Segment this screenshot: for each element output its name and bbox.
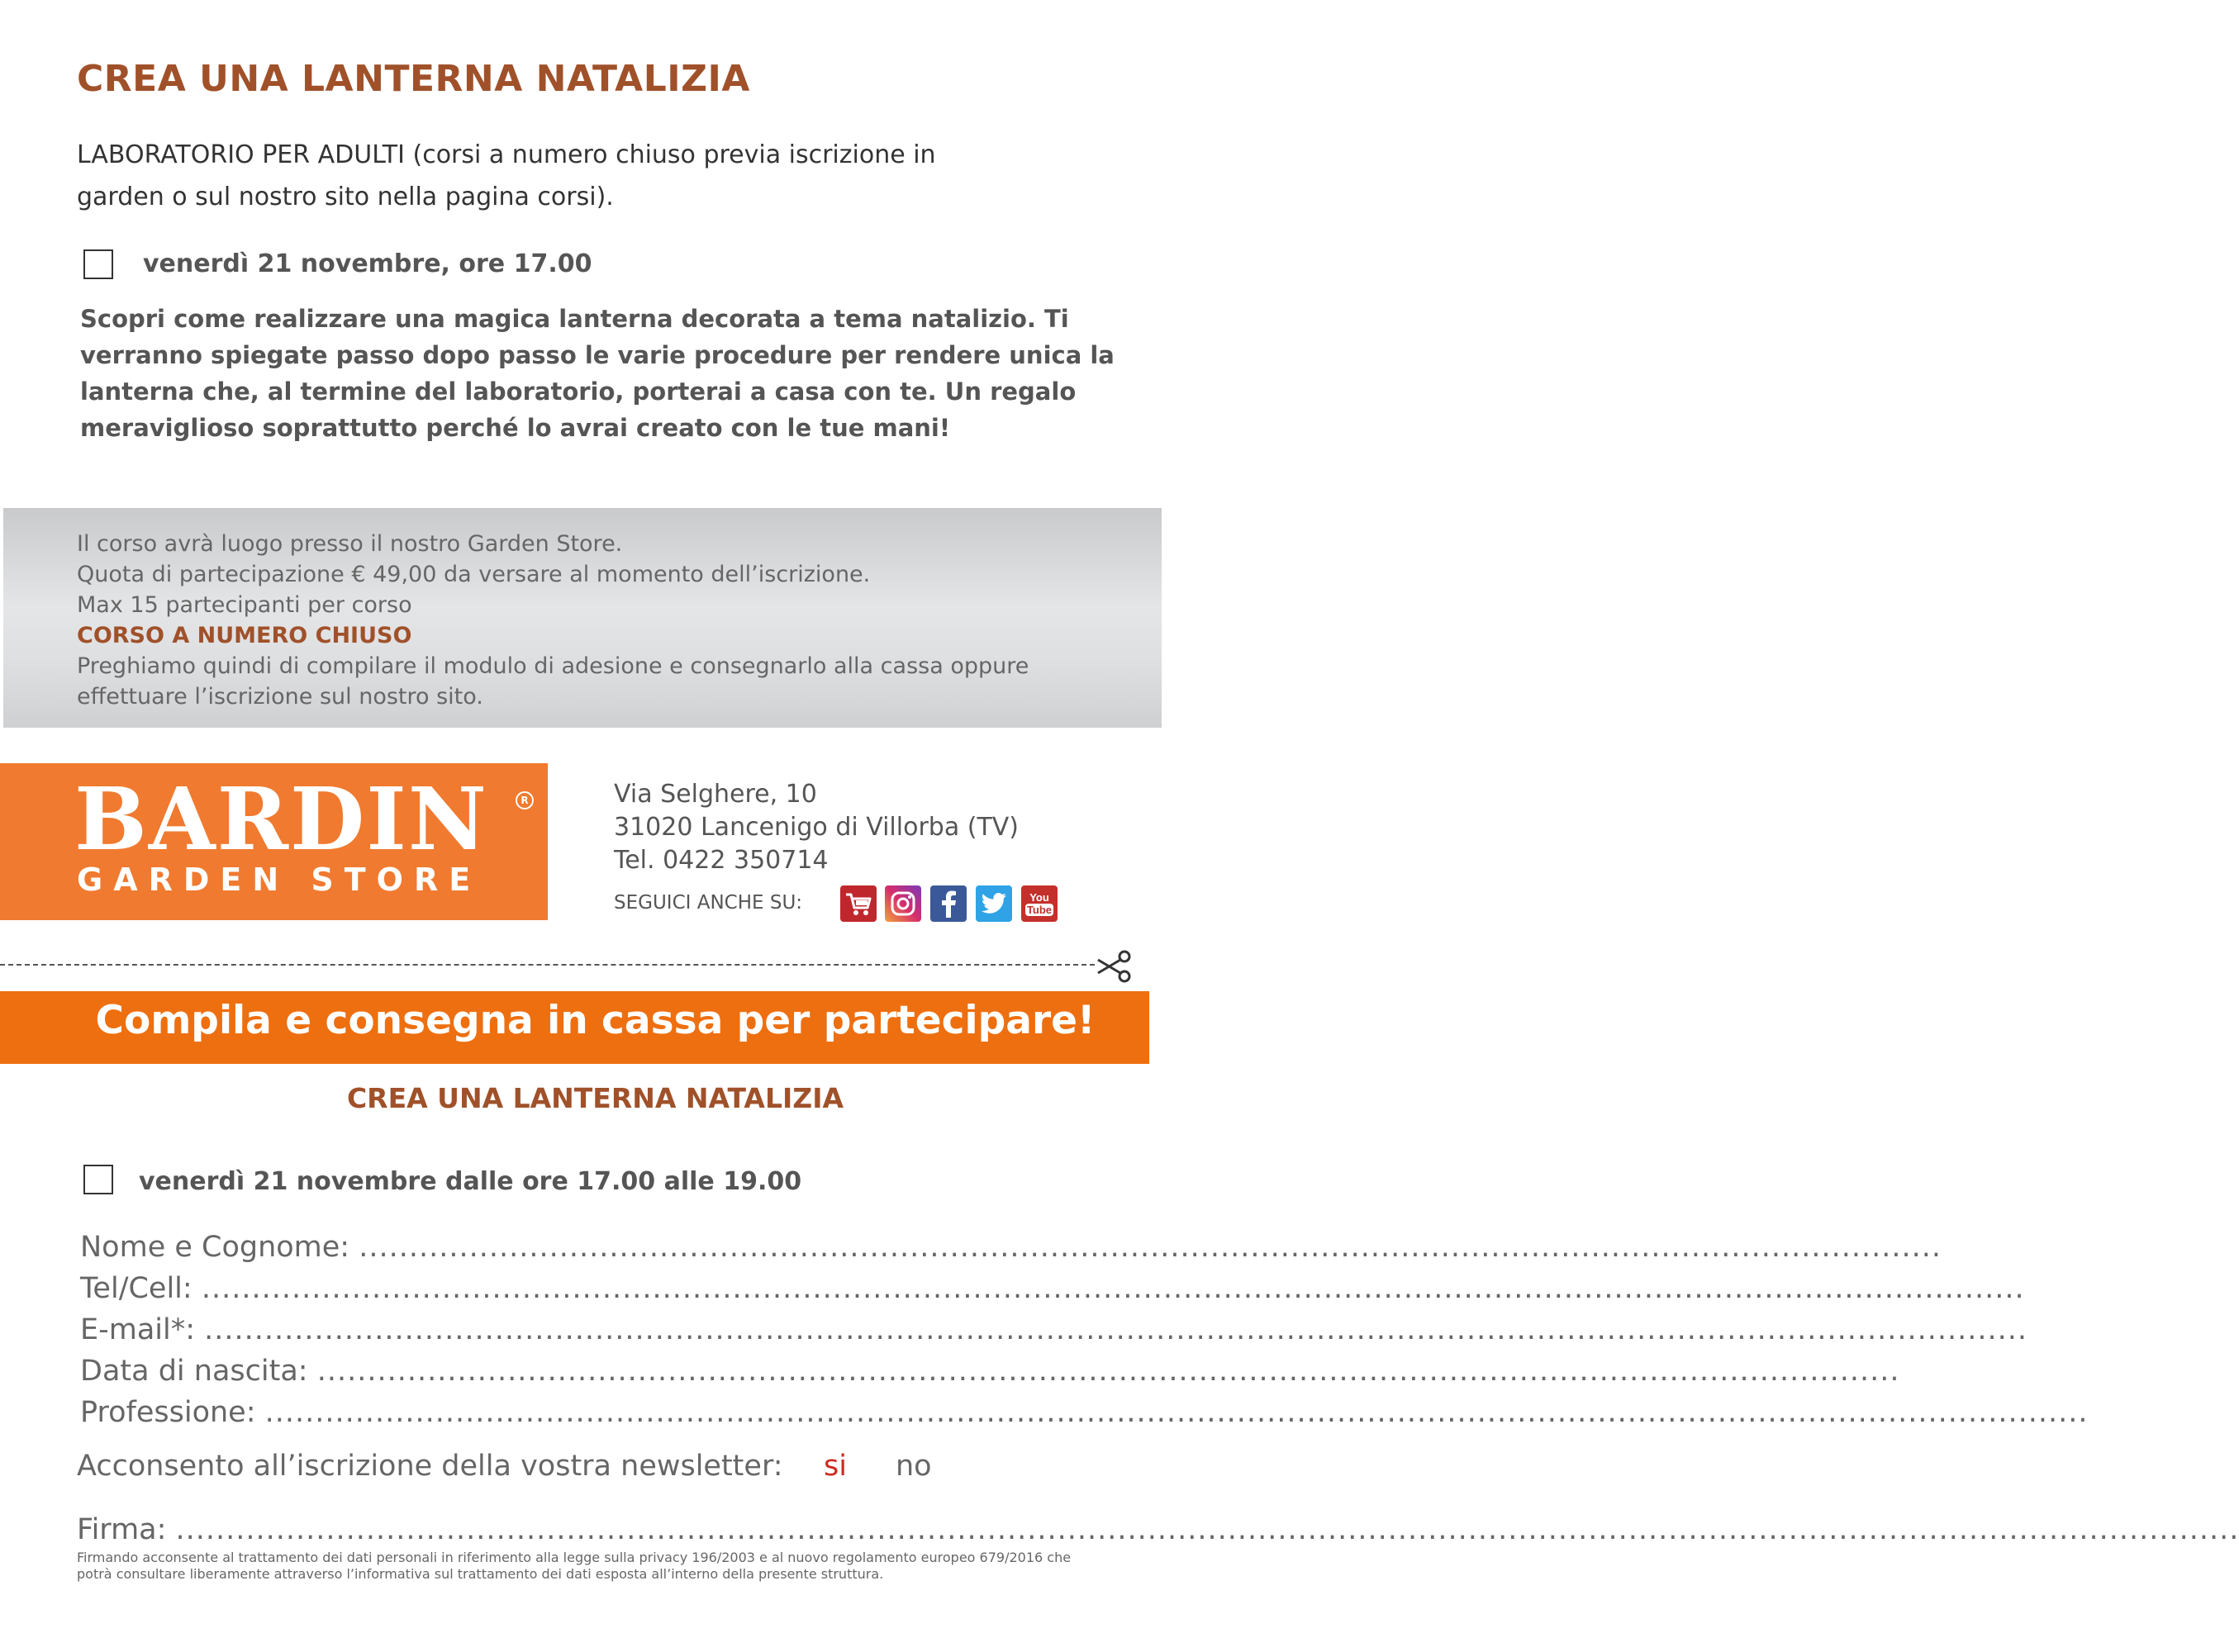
brand-name: BARDIN — [74, 768, 488, 870]
info-highlight: CORSO A NUMERO CHIUSO — [77, 623, 412, 648]
job-dots: ...................................................................................................................................................................................... — [264, 1396, 2089, 1429]
instagram-icon[interactable] — [885, 885, 921, 922]
name-field[interactable] — [80, 1231, 1942, 1264]
form-title: CREA UNA LANTERNA NATALIZIA — [346, 1082, 844, 1114]
newsletter-yes[interactable]: si — [824, 1450, 847, 1483]
follow-label: SEGUICI ANCHE SU: — [614, 892, 803, 914]
email-label: E-mail*: — [80, 1313, 205, 1346]
intro-text: LABORATORIO PER ADULTI (corsi a numero chiuso previa iscrizione in garden o sul nostro sito nella pagina corsi). — [77, 140, 936, 211]
signature-label: Firma: — [77, 1513, 176, 1546]
signature-dots: .............................................................................................................................................................................................................. — [175, 1513, 2239, 1546]
scissors-icon — [1096, 950, 1133, 983]
phone-field[interactable] — [80, 1272, 2025, 1305]
form-date-checkbox[interactable] — [83, 1165, 113, 1194]
brand-subtitle: GARDEN STORE — [77, 862, 482, 898]
page-title: CREA UNA LANTERNA NATALIZIA — [77, 58, 750, 100]
job-label: Professione: — [80, 1396, 265, 1429]
name-dots: .............................................................................................................................................................. — [359, 1231, 1942, 1264]
youtube-label-you: You — [1029, 890, 1049, 904]
twitter-icon[interactable] — [976, 885, 1012, 922]
birth-dots: .............................................................................................................................................................. — [316, 1355, 1900, 1388]
email-dots: ...................................................................................................................................................................................... — [204, 1313, 2027, 1346]
address-street: Via Selghere, 10 — [614, 780, 817, 809]
registered-mark: R — [516, 791, 534, 809]
youtube-icon[interactable] — [1021, 885, 1058, 922]
store-phone: Tel. 0422 350714 — [614, 846, 829, 875]
form-date: venerdì 21 novembre dalle ore 17.00 alle 19.00 — [139, 1167, 802, 1196]
newsletter-no[interactable]: no — [896, 1450, 932, 1483]
youtube-label-tube: Tube — [1026, 903, 1053, 916]
phone-dots: ...................................................................................................................................................................................... — [201, 1272, 2025, 1305]
event-description: Scopri come realizzare una magica lanterna decorata a tema natalizio. Ti verranno spiegate passo dopo passo le varie procedure per rendere unica la lanterna che, al termine del laboratorio, porterai a casa con te. Un regalo meraviglioso soprattutto perché lo avrai creato con le tue mani! — [80, 305, 1115, 442]
cta-text: Compila e consegna in cassa per partecipare! — [95, 998, 1096, 1043]
job-field[interactable] — [80, 1396, 2089, 1429]
info-line-max: Max 15 partecipanti per corso — [77, 592, 412, 618]
info-line-fee: Quota di partecipazione € 49,00 da versare al momento dell’iscrizione. — [77, 562, 871, 587]
phone-label: Tel/Cell: — [80, 1272, 202, 1305]
cut-line — [0, 964, 1095, 966]
newsletter-consent-label: Acconsento all’iscrizione della vostra newsletter: — [77, 1450, 783, 1483]
privacy-fine-print: Firmando acconsente al trattamento dei dati personali in riferimento alla legge sulla privacy 196/2003 e al nuovo regolamento europeo 679/2016 che potrà consultare liberamente attraverso l’informativa sul trattamento dei dati esposta all’interno della presente struttura. — [77, 1550, 1072, 1582]
name-label: Nome e Cognome: — [80, 1231, 359, 1264]
info-line-instructions: Preghiamo quindi di compilare il modulo di adesione e consegnarlo alla cassa oppure effettuare l’iscrizione sul nostro sito. — [77, 653, 1029, 710]
info-line-location: Il corso avrà luogo presso il nostro Garden Store. — [77, 531, 623, 557]
birth-label: Data di nascita: — [80, 1355, 317, 1388]
date-checkbox[interactable] — [83, 249, 113, 279]
address-city: 31020 Lancenigo di Villorba (TV) — [614, 813, 1020, 842]
info-text — [77, 529, 1118, 712]
facebook-icon[interactable] — [930, 885, 967, 922]
signature-field[interactable] — [77, 1513, 2239, 1546]
event-date: venerdì 21 novembre, ore 17.00 — [143, 249, 592, 278]
birth-field[interactable] — [80, 1355, 1900, 1388]
store-address — [614, 778, 1019, 877]
cart-icon[interactable] — [840, 885, 877, 922]
email-field[interactable] — [80, 1313, 2027, 1346]
